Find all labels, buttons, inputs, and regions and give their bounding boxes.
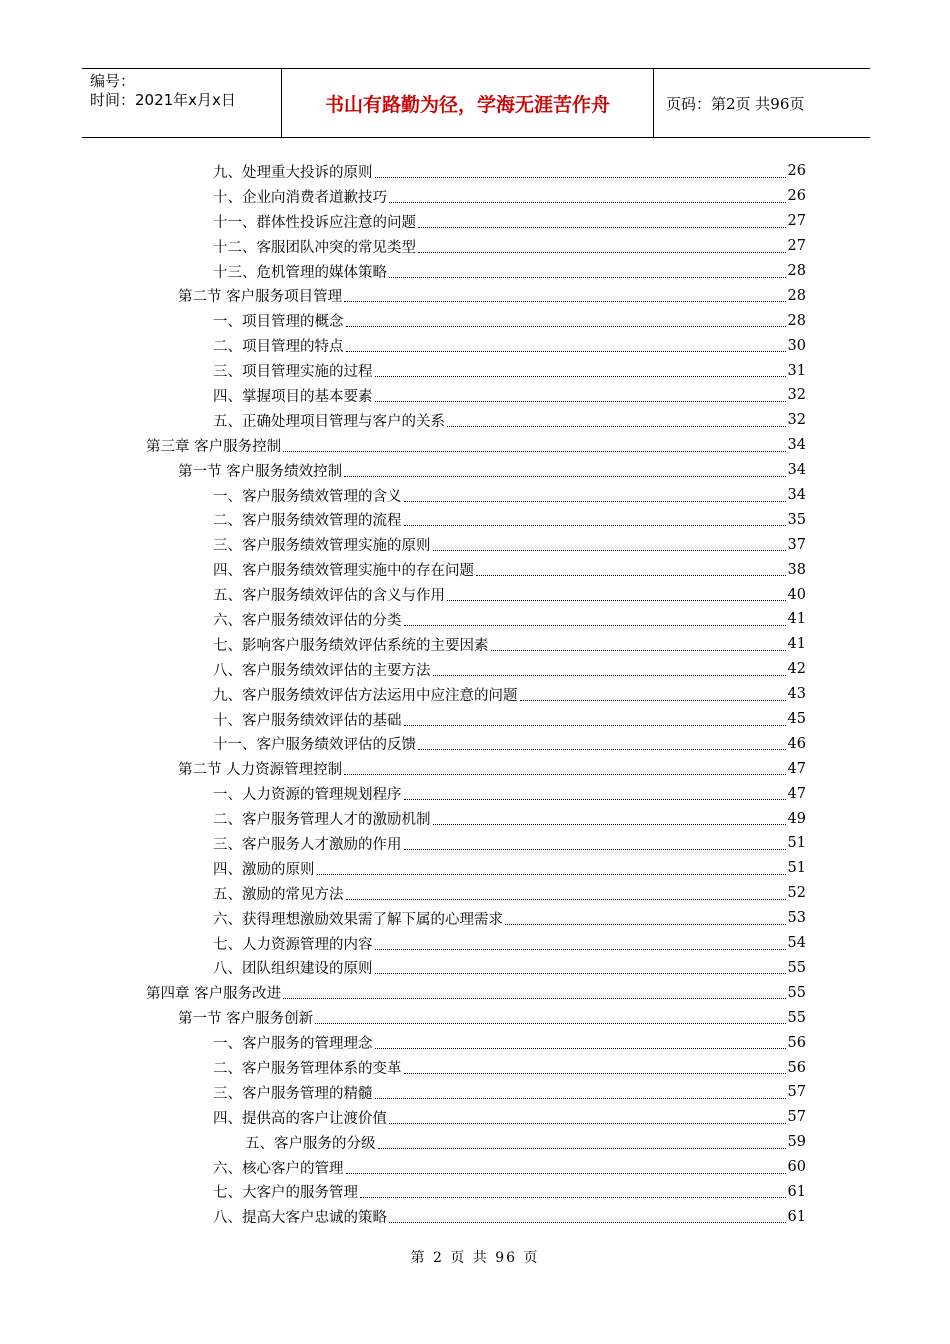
toc-entry[interactable] (0, 1055, 950, 1080)
toc-entry-row (178, 283, 806, 308)
toc-entry-page: 28 (787, 287, 806, 304)
toc-entry[interactable] (0, 532, 950, 557)
toc-entry-page: 60 (787, 1159, 806, 1176)
toc-leader-dots (404, 725, 786, 726)
toc-entry[interactable] (0, 433, 950, 458)
toc-entry[interactable] (0, 234, 950, 259)
toc-leader-dots (375, 177, 786, 178)
toc-leader-dots (283, 451, 785, 452)
toc-leader-dots (418, 252, 786, 253)
toc-entry-page: 51 (787, 835, 806, 852)
toc-entry-title: 十三、危机管理的媒体策略 (213, 264, 387, 281)
toc-entry-page: 34 (787, 487, 806, 504)
toc-leader-dots (315, 1023, 785, 1024)
toc-entry-title: 七、人力资源管理的内容 (213, 936, 373, 953)
toc-entry-page: 34 (787, 462, 806, 479)
toc-entry[interactable] (0, 507, 950, 532)
toc-leader-dots (520, 700, 786, 701)
toc-entry-title: 八、提高大客户忠诚的策略 (213, 1210, 387, 1227)
toc-entry-page: 52 (787, 885, 806, 902)
toc-entry-title: 十一、群体性投诉应注意的问题 (213, 214, 416, 231)
toc-entry-page: 28 (787, 263, 806, 279)
toc-entry[interactable] (0, 707, 950, 732)
toc-leader-dots (375, 949, 786, 950)
toc-entry[interactable] (0, 1155, 950, 1180)
toc-entry-row (213, 408, 806, 433)
toc-leader-dots (346, 326, 786, 327)
toc-entry-page: 55 (787, 959, 806, 976)
toc-entry[interactable] (0, 831, 950, 856)
toc-entry-page: 30 (787, 337, 806, 354)
toc-leader-dots (375, 1048, 786, 1049)
toc-entry-title: 七、影响客户服务绩效评估系统的主要因素 (213, 637, 489, 654)
page-code: 页码：第2页 共96页 (666, 94, 805, 113)
toc-leader-dots (389, 202, 786, 203)
toc-entry-row (213, 1155, 806, 1180)
toc-leader-dots (433, 824, 786, 825)
toc-entry-title: 九、客户服务绩效评估方法运用中应注意的问题 (213, 687, 518, 704)
toc-entry-page: 47 (787, 785, 806, 802)
toc-entry[interactable] (0, 856, 950, 881)
toc-entry-page: 61 (787, 1208, 806, 1225)
toc-entry-page: 26 (787, 163, 806, 180)
toc-entry[interactable] (0, 1005, 950, 1030)
toc-entry-page: 46 (787, 735, 806, 752)
toc-entry-page: 47 (787, 760, 806, 777)
document-number: 编号： (90, 72, 136, 90)
toc-entry-page: 45 (787, 711, 806, 728)
toc-entry-row (213, 682, 806, 707)
toc-entry-row (213, 1080, 806, 1105)
toc-entry-page: 32 (787, 412, 806, 429)
toc-entry-title: 十、企业向消费者道歉技巧 (213, 189, 387, 206)
toc-entry[interactable] (0, 1204, 950, 1229)
toc-entry[interactable] (0, 980, 950, 1005)
toc-entry-title: 四、激励的原则 (213, 861, 315, 878)
toc-entry[interactable] (0, 159, 950, 184)
toc-leader-dots (375, 376, 786, 377)
toc-leader-dots (505, 924, 786, 925)
toc-entry-row (146, 433, 806, 458)
toc-entry-row (213, 507, 806, 532)
toc-entry-page: 54 (787, 935, 806, 952)
toc-entry[interactable] (0, 881, 950, 906)
toc-entry-title: 六、核心客户的管理 (213, 1160, 344, 1177)
toc-entry-title: 二、客户服务管理体系的变革 (213, 1061, 402, 1077)
toc-leader-dots (344, 301, 785, 302)
toc-entry-title: 八、团队组织建设的原则 (213, 961, 373, 978)
toc-entry-page: 41 (787, 611, 806, 628)
table-of-contents (0, 159, 950, 1229)
toc-entry-title: 一、客户服务的管理理念 (213, 1036, 373, 1053)
toc-entry-row (178, 458, 806, 483)
toc-entry[interactable] (0, 806, 950, 831)
toc-leader-dots (346, 351, 786, 352)
toc-entry-page: 57 (787, 1084, 806, 1101)
toc-leader-dots (404, 1073, 786, 1074)
toc-entry[interactable] (0, 383, 950, 408)
toc-entry-page: 27 (787, 213, 806, 230)
toc-entry-title: 四、提供高的客户让渡价值 (213, 1110, 387, 1127)
toc-entry-title: 五、客户服务的分级 (245, 1135, 376, 1152)
toc-entry-row (213, 906, 806, 931)
toc-entry[interactable] (0, 756, 950, 781)
toc-entry-row (178, 1005, 806, 1030)
toc-entry-title: 第一节 客户服务绩效控制 (178, 463, 343, 480)
slogan: 书山有路勤为径，学海无涯苦作舟 (324, 93, 610, 116)
toc-entry-title: 九、处理重大投诉的原则 (213, 164, 373, 181)
toc-entry-title: 一、项目管理的概念 (213, 314, 344, 331)
toc-entry-row (213, 532, 806, 557)
toc-entry-title: 二、客户服务管理人才的激励机制 (213, 812, 431, 829)
toc-entry-title: 五、激励的常见方法 (213, 886, 344, 903)
toc-entry-row (213, 483, 806, 508)
toc-leader-dots (344, 476, 785, 477)
toc-entry-page: 61 (787, 1183, 806, 1200)
toc-entry-page: 40 (787, 586, 806, 603)
toc-entry-row (213, 234, 806, 259)
toc-entry-row (213, 557, 806, 582)
toc-leader-dots (346, 899, 786, 900)
toc-leader-dots (346, 1173, 786, 1174)
toc-entry[interactable] (0, 1180, 950, 1205)
toc-entry-row (146, 980, 806, 1005)
toc-leader-dots (317, 874, 786, 875)
toc-entry-row (213, 831, 806, 856)
toc-entry-row (213, 931, 806, 956)
toc-entry[interactable] (0, 1080, 950, 1105)
toc-entry-title: 六、获得理想激励效果需了解下属的心理需求 (213, 911, 503, 928)
toc-entry[interactable] (0, 333, 950, 358)
toc-entry-title: 十一、客户服务绩效评估的反馈 (213, 737, 416, 754)
toc-entry-page: 34 (787, 437, 806, 454)
toc-leader-dots (404, 501, 786, 502)
toc-entry-title: 四、掌握项目的基本要素 (213, 388, 373, 405)
toc-entry-page: 31 (787, 362, 806, 379)
toc-entry-title: 二、项目管理的特点 (213, 339, 344, 356)
toc-entry-title: 一、客户服务绩效管理的含义 (213, 488, 402, 505)
toc-entry-title: 三、项目管理实施的过程 (213, 364, 373, 381)
toc-entry-row (213, 159, 806, 184)
toc-leader-dots (404, 625, 786, 626)
toc-entry-page: 49 (787, 810, 806, 827)
toc-entry-row (213, 333, 806, 358)
toc-entry[interactable] (0, 483, 950, 508)
toc-leader-dots (375, 1098, 786, 1099)
toc-entry[interactable] (0, 308, 950, 333)
toc-entry-row (213, 1030, 806, 1055)
toc-entry[interactable] (0, 731, 950, 756)
toc-entry-row (213, 856, 806, 881)
toc-entry-row (178, 756, 806, 781)
toc-entry-page: 51 (787, 860, 806, 877)
page-header (82, 68, 870, 138)
toc-entry-page: 56 (787, 1034, 806, 1051)
toc-entry-page: 42 (787, 661, 806, 678)
toc-entry-page: 38 (787, 561, 806, 578)
toc-entry-title: 十、客户服务绩效评估的基础 (213, 712, 402, 729)
toc-entry-row (213, 259, 806, 284)
toc-entry[interactable] (0, 358, 950, 383)
toc-leader-dots (433, 550, 786, 551)
toc-entry-page: 55 (787, 984, 806, 1001)
toc-entry-row (213, 209, 806, 234)
toc-leader-dots (389, 1123, 786, 1124)
toc-entry-row (213, 1204, 806, 1229)
toc-entry-row (213, 731, 806, 756)
toc-entry-page: 26 (787, 188, 806, 205)
toc-entry-title: 一、人力资源的管理规划程序 (213, 787, 402, 804)
toc-entry-row (213, 1180, 806, 1205)
toc-entry-page: 56 (787, 1059, 806, 1076)
toc-entry[interactable] (0, 408, 950, 433)
toc-leader-dots (418, 227, 786, 228)
toc-entry-page: 53 (787, 910, 806, 927)
toc-entry[interactable] (0, 582, 950, 607)
header-slogan-cell (282, 69, 654, 137)
toc-entry[interactable] (0, 557, 950, 582)
toc-entry-row (213, 707, 806, 732)
toc-entry-title: 三、客户服务管理的精髓 (213, 1085, 373, 1102)
toc-entry-row (213, 582, 806, 607)
toc-entry-title: 五、正确处理项目管理与客户的关系 (213, 413, 445, 430)
toc-entry-row (213, 1055, 806, 1080)
toc-entry-row (213, 956, 806, 981)
toc-leader-dots (404, 525, 786, 526)
toc-leader-dots (283, 998, 785, 999)
toc-entry-page: 55 (787, 1009, 806, 1026)
toc-leader-dots (389, 277, 786, 278)
toc-leader-dots (476, 575, 786, 576)
page-footer: 第 2 页 共 96 页 (410, 1250, 540, 1266)
toc-entry-row (213, 657, 806, 682)
header-page-cell (654, 69, 870, 137)
toc-entry-title: 八、客户服务绩效评估的主要方法 (213, 662, 431, 679)
toc-entry-title: 五、客户服务绩效评估的含义与作用 (213, 588, 445, 605)
toc-entry[interactable] (0, 956, 950, 981)
toc-entry-title: 第四章 客户服务改进 (146, 986, 282, 1003)
toc-entry-page: 35 (787, 511, 806, 528)
toc-entry[interactable] (0, 632, 950, 657)
toc-entry-page: 37 (787, 536, 806, 553)
toc-entry-title: 第二节 人力资源管理控制 (178, 762, 343, 779)
toc-entry-row (213, 308, 806, 333)
toc-entry[interactable] (0, 781, 950, 806)
toc-leader-dots (375, 973, 786, 974)
toc-entry-page: 32 (787, 387, 806, 404)
toc-entry-title: 第一节 客户服务创新 (178, 1011, 314, 1028)
toc-leader-dots (389, 1222, 786, 1223)
toc-entry-row (213, 781, 806, 806)
toc-entry[interactable] (0, 906, 950, 931)
toc-leader-dots (344, 774, 785, 775)
toc-entry[interactable] (0, 682, 950, 707)
toc-entry-row (213, 383, 806, 408)
toc-entry[interactable] (0, 1105, 950, 1130)
toc-leader-dots (447, 426, 786, 427)
toc-entry-page: 41 (787, 636, 806, 653)
toc-entry[interactable] (0, 259, 950, 284)
toc-entry-row (213, 184, 806, 209)
toc-entry-title: 三、客户服务人才激励的作用 (213, 836, 402, 853)
toc-entry-row (213, 607, 806, 632)
toc-leader-dots (491, 650, 786, 651)
toc-entry-row (213, 881, 806, 906)
toc-entry[interactable] (0, 1130, 950, 1155)
toc-entry[interactable] (0, 458, 950, 483)
toc-leader-dots (447, 600, 786, 601)
toc-entry-title: 六、客户服务绩效评估的分类 (213, 612, 402, 629)
toc-entry[interactable] (0, 1030, 950, 1055)
toc-leader-dots (378, 1148, 786, 1149)
toc-leader-dots (433, 675, 786, 676)
toc-leader-dots (360, 1197, 786, 1198)
toc-entry-title: 四、客户服务绩效管理实施中的存在问题 (213, 563, 474, 580)
toc-entry-title: 第三章 客户服务控制 (146, 438, 282, 455)
toc-entry-title: 第二节 客户服务项目管理 (178, 289, 343, 306)
toc-entry-page: 27 (787, 238, 806, 255)
toc-entry[interactable] (0, 283, 950, 308)
toc-entry[interactable] (0, 607, 950, 632)
toc-entry-row (213, 1105, 806, 1130)
toc-entry-row (213, 806, 806, 831)
toc-leader-dots (404, 799, 786, 800)
toc-entry-title: 七、大客户的服务管理 (213, 1185, 358, 1202)
toc-entry-row (213, 358, 806, 383)
toc-entry-page: 59 (787, 1134, 806, 1151)
toc-entry-title: 二、客户服务绩效管理的流程 (213, 513, 402, 530)
toc-leader-dots (375, 401, 786, 402)
toc-leader-dots (418, 749, 786, 750)
document-time: 时间：2021年x月x日 (90, 91, 236, 109)
toc-entry-row (213, 632, 806, 657)
toc-entry-row (245, 1130, 806, 1155)
toc-entry-page: 57 (787, 1109, 806, 1126)
toc-entry[interactable] (0, 184, 950, 209)
toc-entry-page: 43 (787, 686, 806, 703)
toc-entry-title: 三、客户服务绩效管理实施的原则 (213, 538, 431, 555)
toc-entry-page: 28 (787, 312, 806, 329)
toc-entry[interactable] (0, 209, 950, 234)
toc-leader-dots (404, 849, 786, 850)
header-meta-cell (82, 69, 282, 137)
toc-entry-title: 十二、客服团队冲突的常见类型 (213, 239, 416, 256)
toc-entry[interactable] (0, 931, 950, 956)
toc-entry[interactable] (0, 657, 950, 682)
